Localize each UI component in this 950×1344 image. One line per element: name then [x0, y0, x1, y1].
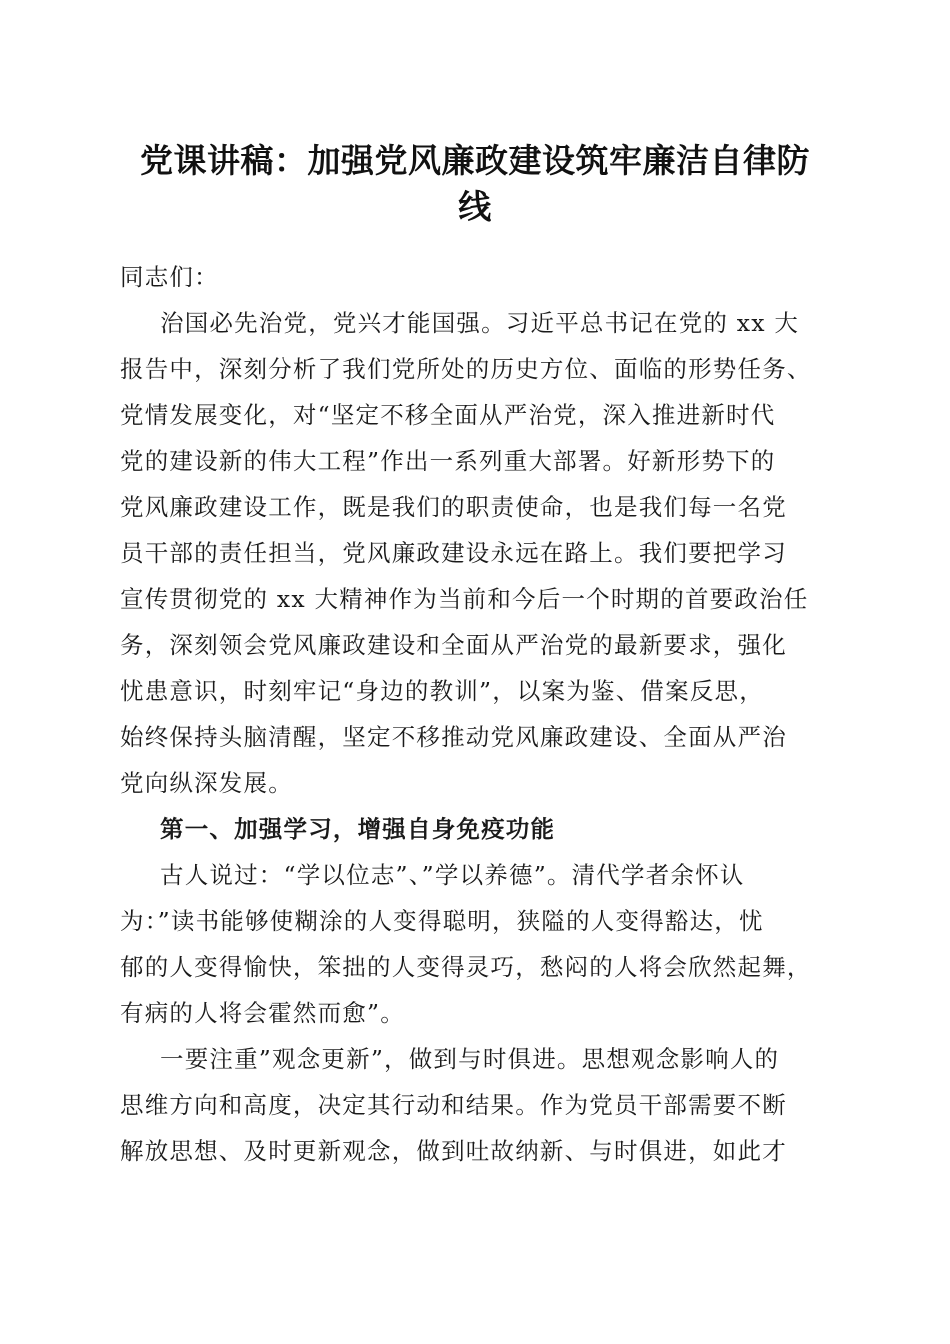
paragraph-line: 古人说过：“学以位志”、”学以养德”。清代学者余怀认: [160, 861, 745, 889]
paragraph-line: 有病的人将会霍然而愈”。: [120, 999, 405, 1027]
title-line: 党课讲稿：加强党风廉政建设筑牢廉洁自律防: [140, 141, 810, 180]
paragraph-line: 为：”读书能够使糊涂的人变得聪明，狭隘的人变得豁达，忧: [120, 907, 764, 935]
paragraph-line: 一要注重”观念更新”，做到与时俱进。思想观念影响人的: [160, 1045, 780, 1073]
paragraph-line: 党风廉政建设工作，既是我们的职责使命，也是我们每一名党: [120, 493, 787, 521]
document-title: [110, 138, 840, 230]
paragraph-line: 党的建设新的伟大工程”作出一系列重大部署。好新形势下的: [120, 447, 776, 475]
paragraph-line: 思维方向和高度，决定其行动和结果。作为党员干部需要不断: [120, 1091, 787, 1119]
paragraph-line: 忧患意识，时刻牢记“身边的教训”，以案为鉴、借案反思，: [120, 677, 764, 705]
paragraph-line: 报告中，深刻分析了我们党所处的历史方位、面临的形势任务、: [120, 355, 812, 383]
paragraph-line: 党情发展变化，对“坚定不移全面从严治党，深入推进新时代: [120, 401, 776, 429]
paragraph-line: 务，深刻领会党风廉政建设和全面从严治党的最新要求，强化: [120, 631, 787, 659]
paragraph-line: 党向纵深发展。: [120, 769, 293, 797]
paragraph-line: 治国必先治党，党兴才能国强。习近平总书记在党的 xx 大: [160, 309, 800, 337]
paragraph-line: 员干部的责任担当，党风廉政建设永远在路上。我们要把学习: [120, 539, 787, 567]
document-body: [120, 254, 840, 1174]
salutation: 同志们：: [120, 263, 219, 291]
title-line: 线: [458, 187, 492, 226]
paragraph-line: 解放思想、及时更新观念，做到吐故纳新、与时俱进，如此才: [120, 1137, 787, 1165]
section-heading: 第一、加强学习，增强自身免疫功能: [160, 815, 556, 843]
paragraph-line: 郁的人变得愉快，笨拙的人变得灵巧，愁闷的人将会欣然起舞，: [120, 953, 812, 981]
paragraph-line: 始终保持头脑清醒，坚定不移推动党风廉政建设、全面从严治: [120, 723, 787, 751]
paragraph-line: 宣传贯彻党的 xx 大精神作为当前和今后一个时期的首要政治任: [120, 585, 809, 613]
